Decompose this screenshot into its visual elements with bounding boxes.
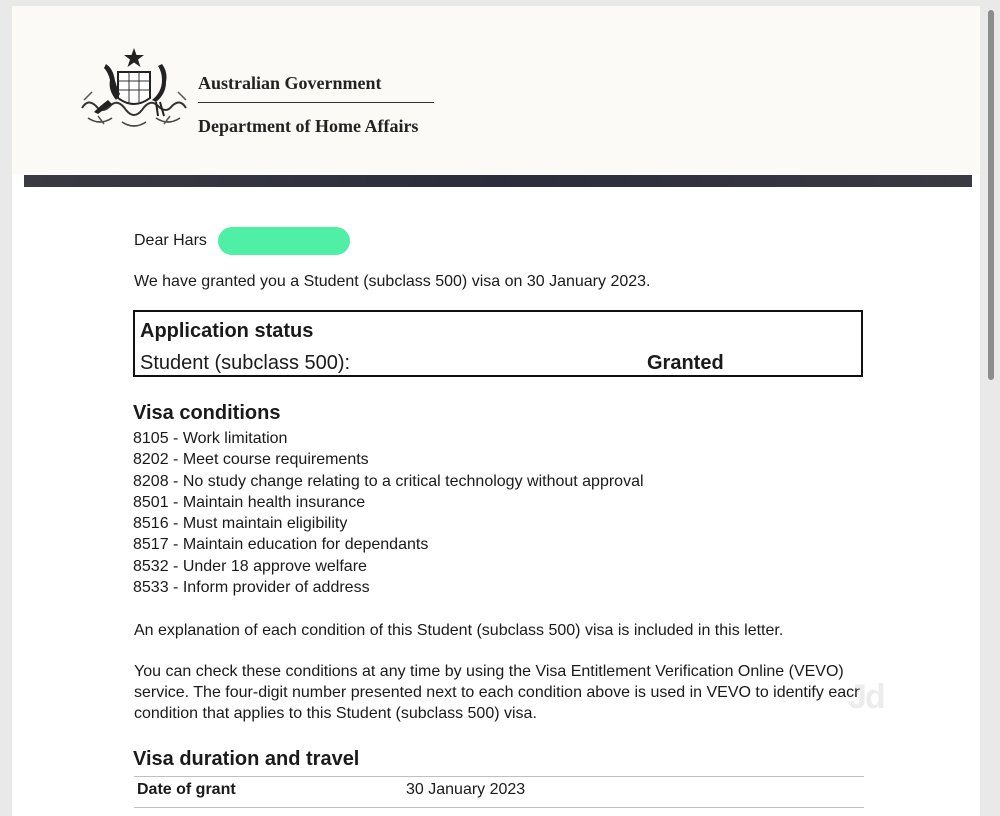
scrollbar[interactable]: [986, 0, 994, 810]
condition-item: 8208 - No study change relating to a critical technology without approval: [133, 472, 644, 490]
date-of-grant-row: [134, 776, 864, 808]
condition-item: 8533 - Inform provider of address: [133, 579, 370, 597]
status-value: Granted: [647, 352, 724, 374]
vevo-paragraph: You can check these conditions at any time by using the Visa Entitlement Verification Online (VEVO) service. The four-digit number presented next to each condition above is used in VEVO to identify each condition that applies to this Student (subclass 500) visa.: [134, 663, 864, 722]
date-of-grant-label: Date of grant: [137, 781, 236, 798]
condition-item: 8105 - Work limitation: [133, 430, 288, 447]
letter-page: [12, 6, 980, 816]
coat-of-arms-logo: [78, 46, 190, 132]
visa-conditions-list: [133, 428, 644, 598]
visa-conditions-heading: Visa conditions: [133, 402, 281, 424]
condition-item: 8532 - Under 18 approve welfare: [133, 557, 367, 575]
greeting: Dear Hars: [134, 232, 207, 249]
redaction-mark: [218, 227, 350, 255]
agency-identity: [198, 72, 434, 137]
letterhead: [12, 6, 980, 174]
watermark: Jd: [848, 678, 884, 716]
department-name: Department of Home Affairs: [198, 116, 419, 136]
visa-duration-heading: Visa duration and travel: [133, 748, 360, 770]
grant-statement: We have granted you a Student (subclass 500) visa on 30 January 2023.: [134, 273, 651, 290]
visa-label: Student (subclass 500):: [140, 352, 351, 374]
condition-item: 8516 - Must maintain eligibility: [133, 515, 348, 533]
agency-name: Australian Government: [198, 72, 434, 103]
condition-item: 8517 - Maintain education for dependants: [133, 536, 429, 554]
condition-item: 8501 - Maintain health insurance: [133, 493, 366, 511]
application-status-box: [133, 310, 863, 377]
scrollbar-thumb[interactable]: [988, 10, 994, 380]
status-title: Application status: [140, 320, 314, 342]
header-divider-band: [24, 175, 972, 187]
conditions-explanation: An explanation of each condition of this Student (subclass 500) visa is included in this letter.: [134, 622, 784, 639]
condition-item: 8202 - Meet course requirements: [133, 451, 369, 469]
date-of-grant-value: 30 January 2023: [406, 781, 526, 798]
